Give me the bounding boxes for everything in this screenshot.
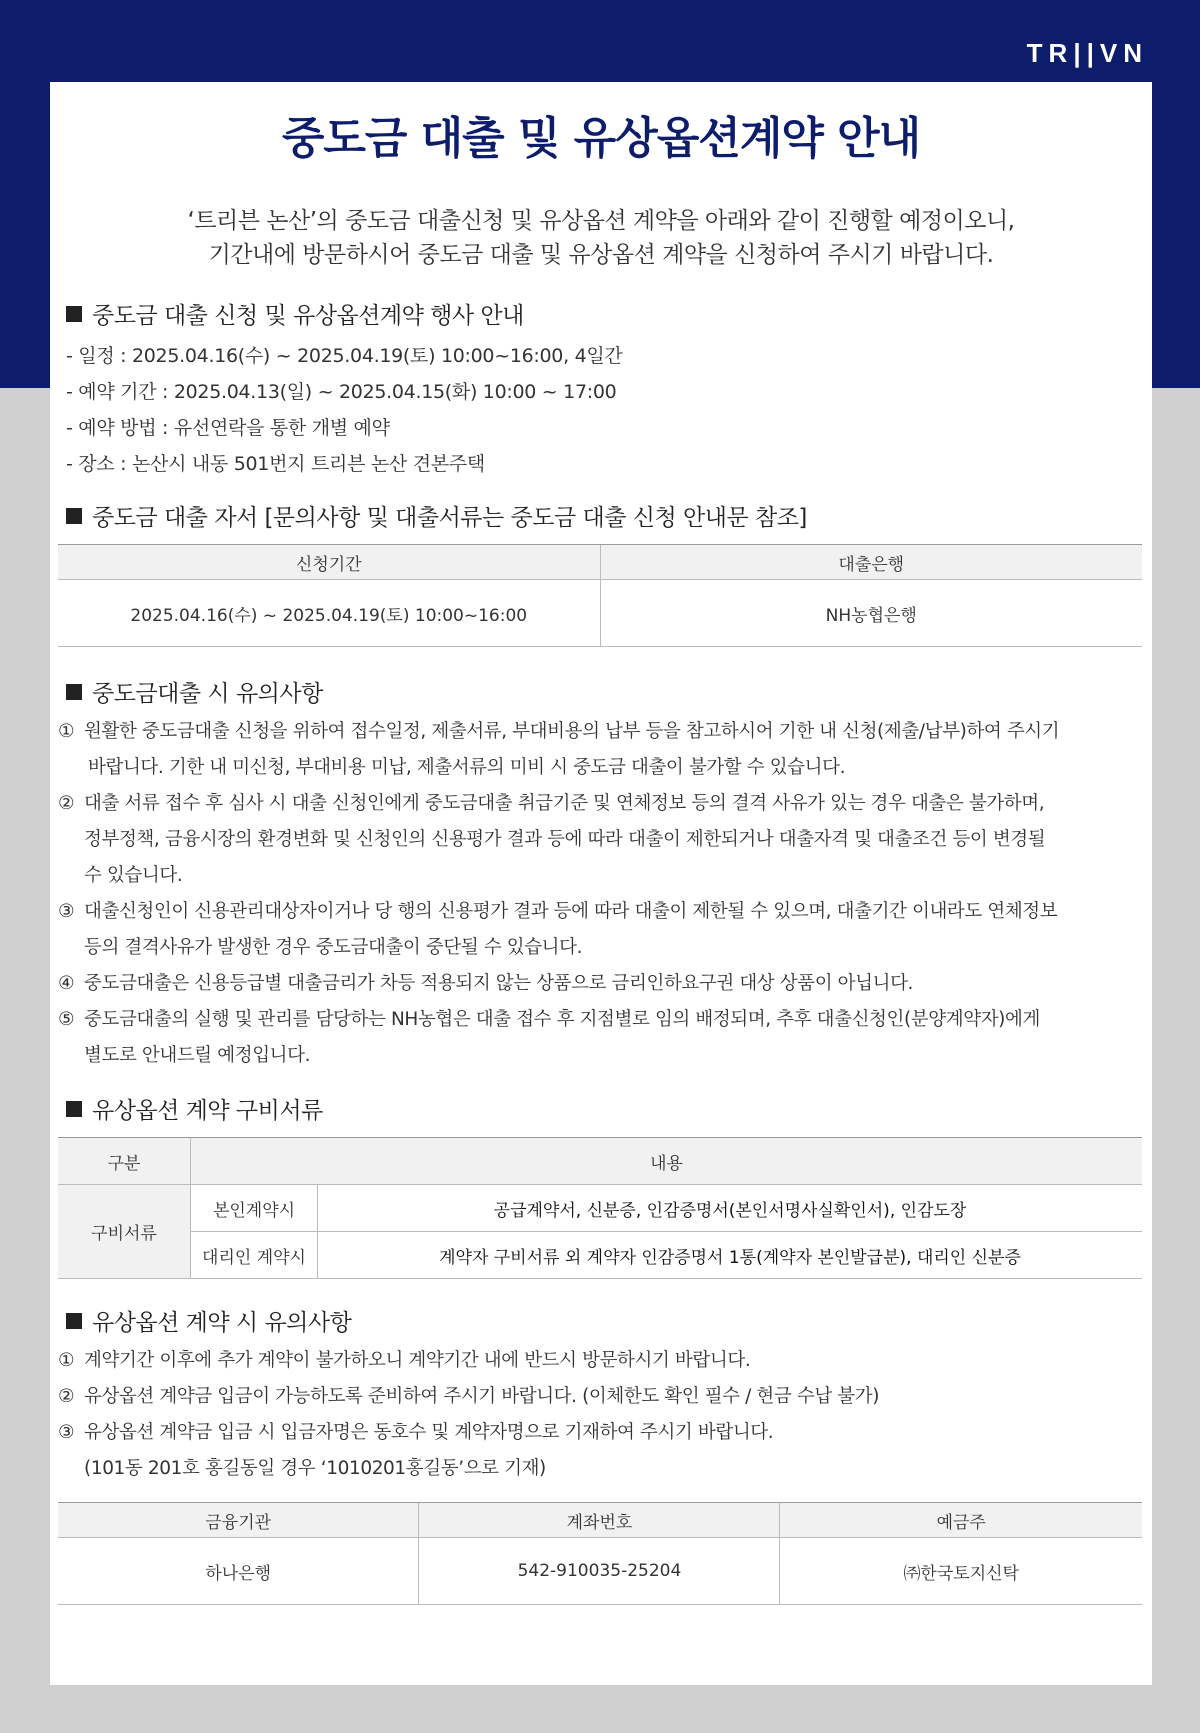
loan-notes-list xyxy=(58,714,1142,1074)
loan-table xyxy=(58,544,1142,647)
loan-section xyxy=(58,499,1142,647)
loan-notes-section xyxy=(58,675,1142,1074)
event-item: - 장소 : 논산시 내동 501번지 트리븐 논산 견본주택 xyxy=(66,453,485,475)
table-row xyxy=(58,580,1142,647)
docs-header-category: 구분 xyxy=(58,1138,191,1185)
square-bullet-icon xyxy=(66,1313,82,1329)
account-number: 542-910035-25204 xyxy=(419,1538,780,1605)
intro-text xyxy=(50,204,1152,272)
docs-row-content: 공급계약서, 신분증, 인감증명서(본인서명사실확인서), 인감도장 xyxy=(318,1185,1143,1232)
docs-group-label: 구비서류 xyxy=(58,1185,191,1279)
list-item: ③ 유상옵션 계약금 입금 시 입금자명은 동호수 및 계약자명으로 기재하여 주시기 바랍니다. (101동 201호 홍길동일 경우 ‘1010201홍길동’으로 기재) xyxy=(58,1422,774,1479)
loan-bank: NH농협은행 xyxy=(600,580,1142,647)
square-bullet-icon xyxy=(66,508,82,524)
loan-title: 중도금 대출 자서 [문의사항 및 대출서류는 중도금 대출 신청 안내문 참조] xyxy=(58,499,1142,532)
account-section xyxy=(58,1502,1142,1605)
option-notes-section xyxy=(58,1304,1142,1487)
intro-line: 기간내에 방문하시어 중도금 대출 및 유상옵션 계약을 신청하여 주시기 바랍니다. xyxy=(208,242,994,268)
page-title: 중도금 대출 및 유상옵션계약 안내 xyxy=(281,113,921,164)
option-docs-title: 유상옵션 계약 구비서류 xyxy=(58,1092,1142,1125)
event-list xyxy=(58,338,1142,482)
notice-card xyxy=(50,82,1152,1685)
account-header-number: 계좌번호 xyxy=(419,1503,780,1538)
square-bullet-icon xyxy=(66,684,82,700)
event-item: - 예약 기간 : 2025.04.13(일) ~ 2025.04.15(화) 10:00 ~ 17:00 xyxy=(66,381,617,403)
loan-header-period: 신청기간 xyxy=(58,545,600,580)
docs-header-content: 내용 xyxy=(191,1138,1143,1185)
event-item: - 예약 방법 : 유선연락을 통한 개별 예약 xyxy=(66,417,390,439)
event-item: - 일정 : 2025.04.16(수) ~ 2025.04.19(토) 10:00~16:00, 4일간 xyxy=(66,345,623,367)
table-row xyxy=(58,1185,1142,1232)
list-item: ② 대출 서류 접수 후 심사 시 대출 신청인에게 중도금대출 취급기준 및 연체정보 등의 결격 사유가 있는 경우 대출은 불가하며, 정부정책, 금융시장의 환경변화 및 신청인의 신용평가 결과 등에 따라 대출이 제한되거나 대출자격 및 대출조건 등이 변경될 수 있습니다. xyxy=(58,793,1046,886)
option-notes-list xyxy=(58,1343,1142,1487)
square-bullet-icon xyxy=(66,1101,82,1117)
option-docs-table xyxy=(58,1137,1142,1279)
loan-period: 2025.04.16(수) ~ 2025.04.19(토) 10:00~16:00 xyxy=(58,580,600,647)
table-row xyxy=(58,1232,1142,1279)
table-row xyxy=(58,1538,1142,1605)
list-item: ① 원활한 중도금대출 신청을 위하여 접수일정, 제출서류, 부대비용의 납부 등을 참고하시어 기한 내 신청(제출/납부)하여 주시기 바랍니다. 기한 내 미신청, 부대비용 미납, 제출서류의 미비 시 중도금 대출이 불가할 수 있습니다. xyxy=(58,721,1060,778)
loan-notes-title: 중도금대출 시 유의사항 xyxy=(58,675,1142,708)
brand-logo: TR||VN xyxy=(1026,38,1148,68)
account-bank: 하나은행 xyxy=(58,1538,419,1605)
option-docs-section xyxy=(58,1092,1142,1279)
square-bullet-icon xyxy=(66,306,82,322)
event-title: 중도금 대출 신청 및 유상옵션계약 행사 안내 xyxy=(58,297,1142,330)
list-item: ④ 중도금대출은 신용등급별 대출금리가 차등 적용되지 않는 상품으로 금리인하요구권 대상 상품이 아닙니다. xyxy=(58,973,914,994)
docs-row-label: 대리인 계약시 xyxy=(191,1232,318,1279)
event-section xyxy=(58,297,1142,482)
account-header-bank: 금융기관 xyxy=(58,1503,419,1538)
loan-header-bank: 대출은행 xyxy=(600,545,1142,580)
account-holder: ㈜한국토지신탁 xyxy=(780,1538,1142,1605)
list-item: ② 유상옵션 계약금 입금이 가능하도록 준비하여 주시기 바랍니다. (이체한도 확인 필수 / 현금 수납 불가) xyxy=(58,1386,880,1407)
account-table xyxy=(58,1502,1142,1605)
account-header-holder: 예금주 xyxy=(780,1503,1142,1538)
docs-row-label: 본인계약시 xyxy=(191,1185,318,1232)
list-item: ① 계약기간 이후에 추가 계약이 불가하오니 계약기간 내에 반드시 방문하시기 바랍니다. xyxy=(58,1350,751,1371)
list-item: ⑤ 중도금대출의 실행 및 관리를 담당하는 NH농협은 대출 접수 후 지점별로 임의 배정되며, 추후 대출신청인(분양계약자)에게 별도로 안내드릴 예정입니다. xyxy=(58,1009,1040,1066)
option-notes-title: 유상옵션 계약 시 유의사항 xyxy=(58,1304,1142,1337)
list-item: ③ 대출신청인이 신용관리대상자이거나 당 행의 신용평가 결과 등에 따라 대출이 제한될 수 있으며, 대출기간 이내라도 연체정보 등의 결격사유가 발생한 경우 중도금대출이 중단될 수 있습니다. xyxy=(58,901,1058,958)
intro-line: ‘트리븐 논산’의 중도금 대출신청 및 유상옵션 계약을 아래와 같이 진행할 예정이오니, xyxy=(187,208,1015,234)
docs-row-content: 계약자 구비서류 외 계약자 인감증명서 1통(계약자 본인발급분), 대리인 신분증 xyxy=(318,1232,1143,1279)
